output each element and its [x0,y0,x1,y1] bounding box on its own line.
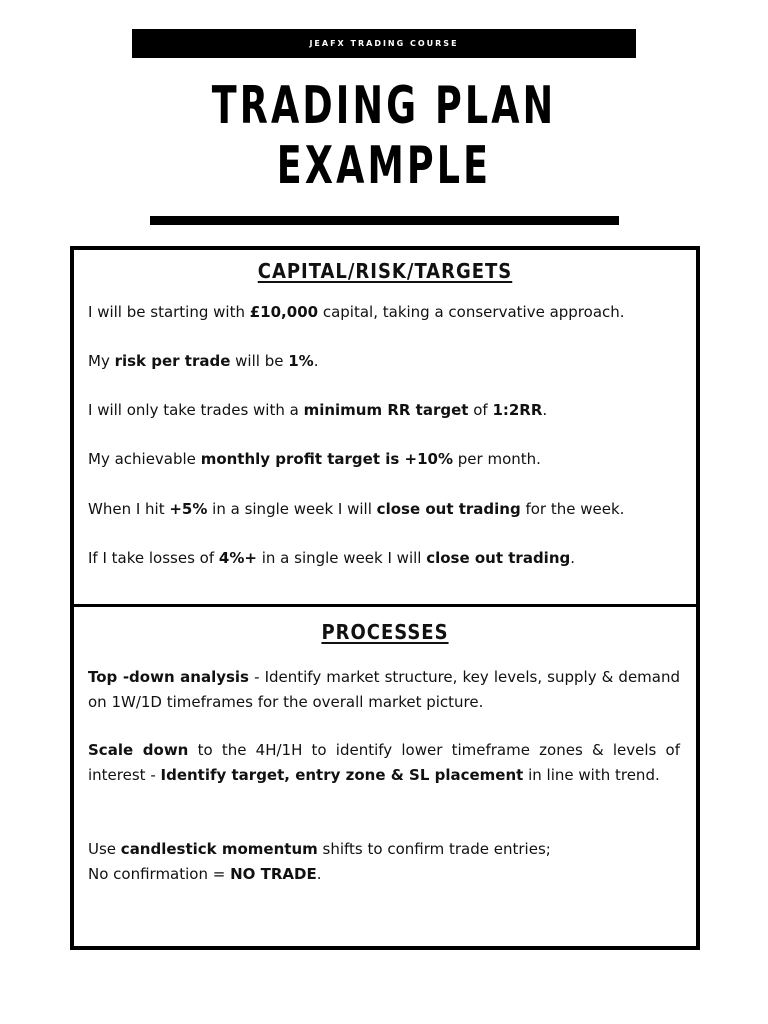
text: I will only take trades with a [88,401,304,419]
text: of [468,401,493,419]
capital-paragraph-weekly-loss [88,546,680,571]
title-underline-rule [150,216,619,225]
text: . [316,865,322,883]
processes-paragraph-candlestick [88,837,680,862]
bold-text: close out trading [426,549,571,567]
capital-paragraph-weekly-profit [88,497,680,522]
bold-text: Top -down analysis [88,668,249,686]
text: - Identify market structure, key levels, supply & demand on 1W/1D timeframes for the overall market picture. [88,668,681,711]
bold-text: 1% [288,352,314,370]
bold-text: 1:2RR [492,401,543,419]
text: for the week. [520,500,625,518]
bold-text: monthly profit target is +10% [200,450,453,468]
capital-paragraph-rr [88,398,680,423]
text: My [88,352,115,370]
text: Use [88,840,121,858]
bold-text: minimum RR target [303,401,469,419]
bold-text: +5% [169,500,208,518]
bold-text: Scale down [88,741,189,759]
page-title-line2: EXAMPLE [276,136,492,196]
text: I will be starting with [88,303,250,321]
course-banner [132,29,636,58]
course-banner-text: JEAFX TRADING COURSE [309,39,459,48]
text: in line with trend. [523,766,660,784]
text: will be [230,352,289,370]
bold-text: risk per trade [114,352,231,370]
capital-paragraph-starting [88,300,680,325]
processes-paragraph-top-down [88,665,680,715]
text: shifts to confirm trade entries; [317,840,551,858]
bold-text: 4%+ [218,549,257,567]
processes-paragraph-scale-down [88,738,680,788]
text: in a single week I will [207,500,377,518]
text: . [570,549,576,567]
capital-paragraph-monthly-target [88,447,680,472]
text: My achievable [88,450,201,468]
text: to the 4H/1H to identify lower timeframe zones & levels of interest - [88,741,680,784]
text: . [542,401,548,419]
text: If I take losses of [88,549,219,567]
page-title-line1: TRADING PLAN [211,76,557,136]
text: per month. [453,450,541,468]
capital-paragraph-risk [88,349,680,374]
text: No confirmation = [88,865,231,883]
text: in a single week I will [256,549,427,567]
text: When I hit [88,500,170,518]
bold-text: candlestick momentum [120,840,318,858]
processes-paragraph-no-trade [88,862,680,887]
section-heading-processes: PROCESSES [321,620,449,644]
text: . [313,352,319,370]
text: capital, taking a conservative approach. [318,303,625,321]
bold-text: £10,000 [249,303,319,321]
bold-text: close out trading [376,500,521,518]
bold-text: Identify target, entry zone & SL placement [160,766,524,784]
section-divider [70,604,700,607]
bold-text: NO TRADE [230,865,317,883]
section-heading-capital: CAPITAL/RISK/TARGETS [257,259,513,283]
